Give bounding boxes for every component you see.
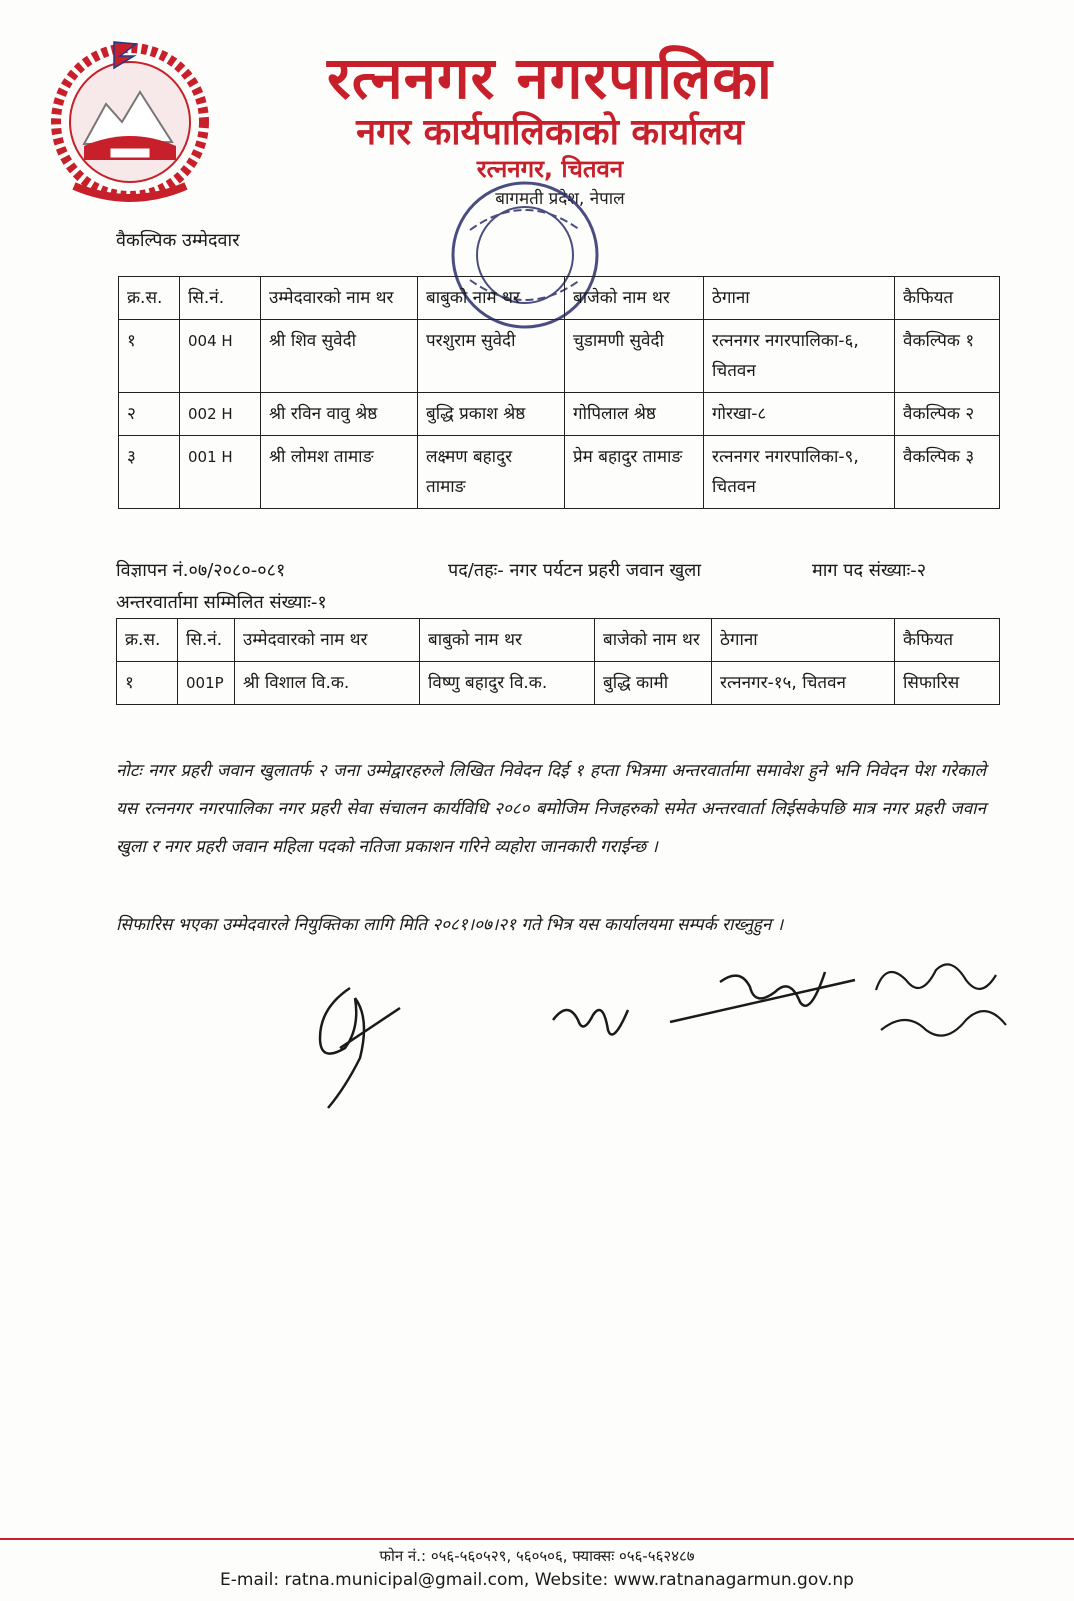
alternate-candidates-table [118,276,1000,509]
table-header-row [119,277,1000,320]
table-row [119,393,1000,436]
cell-address: रत्ननगर नगरपालिका-६, चितवन [704,320,895,393]
footer-divider [0,1538,1074,1540]
table-header-row [117,619,1000,662]
interview-count: अन्तरवार्तामा सम्मिलित संख्याः-१ [116,592,327,613]
cell-roll: 004 H [180,320,261,393]
col-serial: क्र.स. [117,619,178,662]
cell-candidate-name: श्री लोमश तामाङ [261,436,418,509]
cell-father-name: परशुराम सुवेदी [418,320,565,393]
cell-address: रत्ननगर नगरपालिका-९, चितवन [704,436,895,509]
cell-grandfather-name: गोपिलाल श्रेष्ठ [565,393,704,436]
col-address: ठेगाना [712,619,895,662]
col-grandfather-name: बाजेको नाम थर [595,619,712,662]
table-row [119,436,1000,509]
signature-4 [866,950,1016,1050]
signature-1 [300,968,420,1118]
col-serial: क्र.स. [119,277,180,320]
cell-roll: 002 H [180,393,261,436]
cell-serial: १ [117,662,178,705]
col-remarks: कैफियत [895,619,1000,662]
cell-grandfather-name: बुद्धि कामी [595,662,712,705]
cell-grandfather-name: प्रेम बहादुर तामाङ [565,436,704,509]
selected-candidates-table [116,618,1000,705]
cell-candidate-name: श्री विशाल वि.क. [235,662,420,705]
col-grandfather-name: बाजेको नाम थर [565,277,704,320]
municipality-title: रत्ननगर नगरपालिका [327,44,773,112]
cell-serial: ३ [119,436,180,509]
advert-demand-count: माग पद संख्याः-२ [812,560,927,581]
alternate-candidates-label: वैकल्पिक उम्मेदवार [116,230,240,251]
office-subtitle: नगर कार्यपालिकाको कार्यालय [356,112,744,153]
cell-remarks: वैकल्पिक १ [895,320,1000,393]
col-father-name: बाबुको नाम थर [418,277,565,320]
footer-phone: फोन नं.: ०५६-५६०५२९, ५६०५०६, फ्याक्सः ०५६-५६२४८७ [379,1547,695,1565]
advert-post: पद/तहः- नगर पर्यटन प्रहरी जवान खुला [448,560,702,581]
col-candidate-name: उम्मेदवारको नाम थर [261,277,418,320]
cell-father-name: विष्णु बहादुर वि.क. [420,662,595,705]
cell-father-name: लक्ष्मण बहादुर तामाङ [418,436,565,509]
cell-father-name: बुद्धि प्रकाश श्रेष्ठ [418,393,565,436]
cell-address: गोरखा-८ [704,393,895,436]
office-place: रत्ननगर, चितवन [476,155,624,183]
cell-candidate-name: श्री रविन वावु श्रेष्ठ [261,393,418,436]
col-roll: सि.नं. [180,277,261,320]
col-address: ठेगाना [704,277,895,320]
cell-roll: 001P [178,662,235,705]
office-province: बागमती प्रदेश, नेपाल [495,189,625,209]
advert-number: विज्ञापन नं.०७/२०८०-०८१ [116,560,286,581]
cell-candidate-name: श्री शिव सुवेदी [261,320,418,393]
cell-remarks: वैकल्पिक २ [895,393,1000,436]
nepal-emblem-logo [44,34,216,204]
appointment-instruction: सिफारिस भएका उम्मेदवारले नियुक्तिका लागि मिति २०८१।०७।२१ गते भित्र यस कार्यालयमा सम्पर्क राख्नुहुन । [116,915,784,935]
cell-roll: 001 H [180,436,261,509]
cell-serial: २ [119,393,180,436]
signature-2 [548,990,638,1050]
footer-email-website: E-mail: ratna.municipal@gmail.com, Website: www.ratnanagarmun.gov.np [220,1570,854,1590]
cell-address: रत्ननगर-१५, चितवन [712,662,895,705]
col-roll: सि.नं. [178,619,235,662]
col-remarks: कैफियत [895,277,1000,320]
col-father-name: बाबुको नाम थर [420,619,595,662]
cell-remarks: सिफारिस [895,662,1000,705]
cell-grandfather-name: चुडामणी सुवेदी [565,320,704,393]
table-row [117,662,1000,705]
signature-3 [660,962,860,1032]
cell-serial: १ [119,320,180,393]
col-candidate-name: उम्मेदवारको नाम थर [235,619,420,662]
cell-remarks: वैकल्पिक ३ [895,436,1000,509]
note-paragraph: नोटः नगर प्रहरी जवान खुलातर्फ २ जना उम्मेद्वारहरुले लिखित निवेदन दिई १ हप्ता भित्रमा अन्तरवार्तामा समावेश हुने भनि निवेदन पेश गरेकाले यस रत्ननगर नगरपालिका नगर प्रहरी सेवा संचालन कार्यविधि २०८० बमोजिम निजहरुको समेत अन्तरवार्ता लिईसकेपछि मात्र नगर प्रहरी जवान खुला र नगर प्रहरी जवान महिला पदको नतिजा प्रकाशन गरिने व्यहोरा जानकारी गराईन्छ । [116,761,986,857]
table-row [119,320,1000,393]
